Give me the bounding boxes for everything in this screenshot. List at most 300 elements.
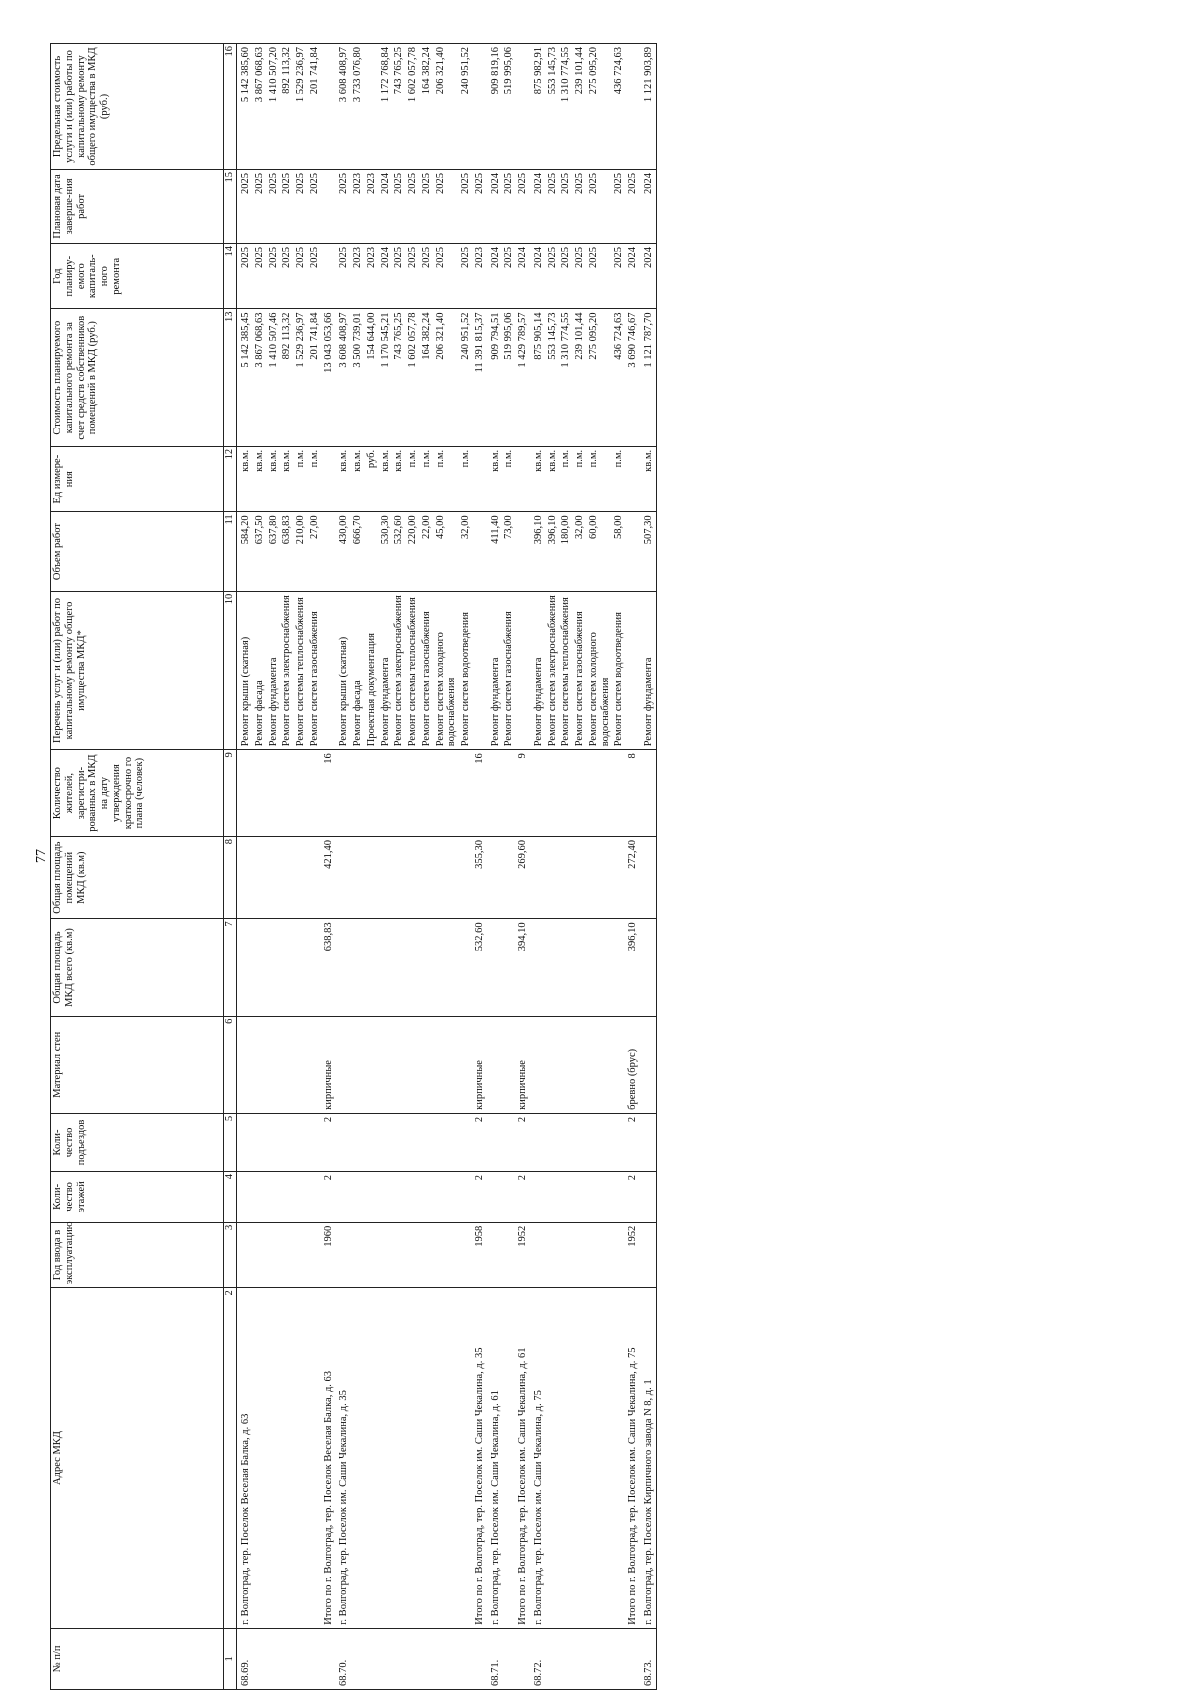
table-cell: Ремонт систем газоснабжения bbox=[420, 591, 434, 750]
table-cell bbox=[406, 836, 420, 918]
table-cell bbox=[267, 1113, 281, 1171]
table-cell bbox=[335, 1016, 351, 1113]
table-cell bbox=[559, 1628, 573, 1689]
column-number: 10 bbox=[224, 591, 237, 750]
table-cell bbox=[406, 750, 420, 837]
table-cell: 2025 bbox=[280, 169, 294, 243]
table-cell: 240 951,52 bbox=[459, 309, 473, 446]
table-cell: 201 741,84 bbox=[308, 309, 322, 446]
table-cell: 73,00 bbox=[502, 512, 516, 591]
table-cell bbox=[516, 591, 530, 750]
table-cell bbox=[294, 836, 308, 918]
column-number: 4 bbox=[224, 1172, 237, 1223]
table-cell: кв.м. bbox=[267, 446, 281, 512]
table-cell: Ремонт системы теплоснабжения bbox=[294, 591, 308, 750]
table-cell: 1952 bbox=[516, 1222, 530, 1288]
table-cell bbox=[626, 446, 640, 512]
table-cell bbox=[546, 1222, 560, 1288]
table-cell bbox=[294, 1222, 308, 1288]
table-cell bbox=[253, 1222, 267, 1288]
table-cell: 3 608 408,97 bbox=[335, 309, 351, 446]
table-cell bbox=[502, 836, 516, 918]
table-row bbox=[237, 44, 253, 1690]
table-row bbox=[365, 44, 379, 1690]
table-cell: п.м. bbox=[420, 446, 434, 512]
table-cell bbox=[640, 750, 656, 837]
table-cell bbox=[237, 919, 253, 1016]
table-cell: 2024 bbox=[487, 243, 503, 309]
table-cell: п.м. bbox=[587, 446, 613, 512]
table-cell: 2025 bbox=[335, 243, 351, 309]
table-cell: Ремонт фундамента bbox=[640, 591, 656, 750]
table-cell bbox=[267, 1172, 281, 1223]
column-number-row bbox=[224, 44, 237, 1690]
table-cell bbox=[546, 1113, 560, 1171]
table-cell: 2 bbox=[516, 1113, 530, 1171]
column-header: Год ввода в эксплуатацию bbox=[51, 1222, 224, 1288]
table-cell bbox=[559, 750, 573, 837]
table-cell bbox=[351, 836, 365, 918]
table-cell bbox=[294, 1172, 308, 1223]
table-cell bbox=[434, 919, 460, 1016]
table-cell bbox=[406, 1288, 420, 1628]
table-cell: 9 bbox=[516, 750, 530, 837]
table-cell bbox=[502, 1222, 516, 1288]
table-cell bbox=[434, 1016, 460, 1113]
table-cell: 269,60 bbox=[516, 836, 530, 918]
table-cell: 239 101,44 bbox=[573, 309, 587, 446]
table-cell: п.м. bbox=[459, 446, 473, 512]
table-cell bbox=[335, 836, 351, 918]
column-number: 2 bbox=[224, 1288, 237, 1628]
table-cell: 553 145,73 bbox=[546, 309, 560, 446]
column-number: 8 bbox=[224, 836, 237, 918]
table-cell: 875 982,91 bbox=[530, 44, 546, 170]
column-number: 7 bbox=[224, 919, 237, 1016]
table-cell: 164 382,24 bbox=[420, 44, 434, 170]
table-cell bbox=[502, 1628, 516, 1689]
table-cell bbox=[487, 1016, 503, 1113]
table-cell bbox=[434, 750, 460, 837]
table-cell bbox=[406, 1628, 420, 1689]
table-cell: Ремонт фундамента bbox=[487, 591, 503, 750]
table-cell bbox=[626, 512, 640, 591]
table-cell bbox=[626, 1628, 640, 1689]
table-cell bbox=[335, 1222, 351, 1288]
table-cell bbox=[267, 1628, 281, 1689]
table-cell bbox=[573, 1113, 587, 1171]
table-cell bbox=[294, 750, 308, 837]
table-cell bbox=[379, 836, 393, 918]
table-cell bbox=[308, 1222, 322, 1288]
table-cell: 1 410 507,46 bbox=[267, 309, 281, 446]
table-cell bbox=[253, 836, 267, 918]
table-cell: 2025 bbox=[473, 169, 487, 243]
table-cell: 666,70 bbox=[351, 512, 365, 591]
table-cell: 2 bbox=[473, 1172, 487, 1223]
table-cell bbox=[587, 836, 613, 918]
table-cell bbox=[294, 1628, 308, 1689]
table-cell bbox=[612, 1172, 626, 1223]
table-cell bbox=[253, 919, 267, 1016]
table-cell: п.м. bbox=[406, 446, 420, 512]
table-cell: 2025 bbox=[559, 169, 573, 243]
table-cell: 8 bbox=[626, 750, 640, 837]
table-row bbox=[626, 44, 640, 1690]
table-cell bbox=[573, 1628, 587, 1689]
table-cell bbox=[487, 750, 503, 837]
table-cell: п.м. bbox=[434, 446, 460, 512]
table-row bbox=[530, 44, 546, 1690]
table-cell: 892 113,32 bbox=[280, 44, 294, 170]
table-cell bbox=[253, 1113, 267, 1171]
table-cell: 553 145,73 bbox=[546, 44, 560, 170]
table-cell bbox=[640, 1016, 656, 1113]
table-cell bbox=[612, 1288, 626, 1628]
table-cell: кв.м. bbox=[530, 446, 546, 512]
table-cell bbox=[392, 919, 406, 1016]
table-cell: 1 172 768,84 bbox=[379, 44, 393, 170]
table-cell: 3 608 408,97 bbox=[335, 44, 351, 170]
table-cell: Ремонт систем электроснабжения bbox=[546, 591, 560, 750]
table-cell: 2024 bbox=[530, 243, 546, 309]
table-cell: 396,10 bbox=[530, 512, 546, 591]
table-cell bbox=[420, 919, 434, 1016]
table-cell bbox=[322, 591, 336, 750]
table-cell: 3 690 746,67 bbox=[626, 309, 640, 446]
table-cell bbox=[379, 1172, 393, 1223]
table-cell bbox=[365, 836, 379, 918]
table-cell bbox=[573, 750, 587, 837]
table-cell bbox=[559, 836, 573, 918]
table-cell bbox=[335, 1172, 351, 1223]
table-cell: г. Волгоград, тер. Поселок Веселая Балка, д. 63 bbox=[237, 1288, 253, 1628]
table-cell: 68.73. bbox=[640, 1628, 656, 1689]
table-cell bbox=[473, 446, 487, 512]
table-cell bbox=[559, 919, 573, 1016]
table-cell: 1 170 545,21 bbox=[379, 309, 393, 446]
table-cell: 11 391 815,37 bbox=[473, 309, 487, 446]
table-cell bbox=[253, 750, 267, 837]
table-cell bbox=[530, 1222, 546, 1288]
table-cell: 2025 bbox=[434, 243, 460, 309]
table-cell bbox=[420, 1222, 434, 1288]
column-header: Общая площадь помещений МКД (кв.м) bbox=[51, 836, 224, 918]
table-cell bbox=[487, 1172, 503, 1223]
table-cell bbox=[546, 1628, 560, 1689]
table-cell: г. Волгоград, тер. Поселок им. Саши Чекалина, д. 61 bbox=[487, 1288, 503, 1628]
table-row bbox=[487, 44, 503, 1690]
table-cell bbox=[473, 1628, 487, 1689]
table-cell: 530,30 bbox=[379, 512, 393, 591]
table-cell bbox=[573, 1288, 587, 1628]
table-cell bbox=[612, 1222, 626, 1288]
table-cell: Ремонт фундамента bbox=[530, 591, 546, 750]
table-cell bbox=[365, 919, 379, 1016]
table-cell: кв.м. bbox=[640, 446, 656, 512]
table-cell bbox=[392, 1628, 406, 1689]
table-cell: 637,80 bbox=[267, 512, 281, 591]
table-row bbox=[434, 44, 460, 1690]
table-cell: 1 121 903,89 bbox=[640, 44, 656, 170]
page-number: 77 bbox=[34, 849, 49, 863]
table-cell bbox=[530, 1113, 546, 1171]
table-cell bbox=[516, 44, 530, 170]
table-cell: 27,00 bbox=[308, 512, 322, 591]
table-cell: 2 bbox=[473, 1113, 487, 1171]
table-cell: 2024 bbox=[626, 243, 640, 309]
table-cell bbox=[237, 1016, 253, 1113]
table-cell bbox=[335, 919, 351, 1016]
table-cell: 2025 bbox=[392, 243, 406, 309]
table-cell bbox=[530, 1172, 546, 1223]
table-cell bbox=[392, 1016, 406, 1113]
table-cell bbox=[612, 1113, 626, 1171]
table-cell: Ремонт фундамента bbox=[379, 591, 393, 750]
table-cell bbox=[237, 1113, 253, 1171]
table-cell bbox=[420, 836, 434, 918]
table-cell bbox=[280, 1172, 294, 1223]
table-cell: кв.м. bbox=[280, 446, 294, 512]
table-cell: 1 310 774,55 bbox=[559, 44, 573, 170]
table-cell bbox=[573, 1172, 587, 1223]
table-cell bbox=[530, 836, 546, 918]
table-cell: Ремонт системы теплоснабжения bbox=[406, 591, 420, 750]
column-number: 3 bbox=[224, 1222, 237, 1288]
table-cell bbox=[420, 1172, 434, 1223]
table-cell: 2025 bbox=[546, 169, 560, 243]
table-cell bbox=[587, 919, 613, 1016]
table-cell: кирпичные bbox=[322, 1016, 336, 1113]
table-cell bbox=[459, 1016, 473, 1113]
table-cell: 32,00 bbox=[573, 512, 587, 591]
table-cell bbox=[379, 1288, 393, 1628]
table-cell bbox=[459, 1288, 473, 1628]
table-cell bbox=[294, 919, 308, 1016]
table-cell: 68.72. bbox=[530, 1628, 546, 1689]
table-cell: 68.70. bbox=[335, 1628, 351, 1689]
table-cell bbox=[322, 512, 336, 591]
table-cell bbox=[392, 1172, 406, 1223]
table-cell: 436 724,63 bbox=[612, 44, 626, 170]
table-cell bbox=[612, 750, 626, 837]
table-cell: 2025 bbox=[573, 169, 587, 243]
table-cell: 3 500 739,01 bbox=[351, 309, 365, 446]
table-cell bbox=[351, 1222, 365, 1288]
table-cell bbox=[365, 1172, 379, 1223]
table-cell: 532,60 bbox=[473, 919, 487, 1016]
table-cell bbox=[473, 44, 487, 170]
table-cell bbox=[322, 446, 336, 512]
table-cell: 411,40 bbox=[487, 512, 503, 591]
table-body bbox=[237, 44, 657, 1690]
column-header: Перечень услуг и (или) работ по капитальному ремонту общего имущества МКД* bbox=[51, 591, 224, 750]
table-cell: 2023 bbox=[351, 169, 365, 243]
table-cell: г. Волгоград, тер. Поселок Кирпичного завода N 8, д. 1 bbox=[640, 1288, 656, 1628]
table-cell: 206 321,40 bbox=[434, 44, 460, 170]
table-cell: п.м. bbox=[294, 446, 308, 512]
table-cell bbox=[237, 1172, 253, 1223]
table-cell: Ремонт крыши (скатная) bbox=[335, 591, 351, 750]
table-cell bbox=[335, 750, 351, 837]
table-cell bbox=[267, 750, 281, 837]
table-row bbox=[351, 44, 365, 1690]
table-cell bbox=[308, 1016, 322, 1113]
table-cell bbox=[640, 1113, 656, 1171]
table-cell: 2025 bbox=[573, 243, 587, 309]
table-cell bbox=[459, 750, 473, 837]
table-cell bbox=[516, 512, 530, 591]
table-cell bbox=[473, 591, 487, 750]
table-cell: 421,40 bbox=[322, 836, 336, 918]
table-cell: 201 741,84 bbox=[308, 44, 322, 170]
table-cell: Итого по г. Волгоград, тер. Поселок им. Саши Чекалина, д. 75 bbox=[626, 1288, 640, 1628]
table-cell: Ремонт систем холодного водоснабжения bbox=[587, 591, 613, 750]
table-cell bbox=[351, 1288, 365, 1628]
table-cell: 1 410 507,20 bbox=[267, 44, 281, 170]
table-cell bbox=[420, 750, 434, 837]
table-cell bbox=[406, 1222, 420, 1288]
table-cell: 1960 bbox=[322, 1222, 336, 1288]
table-cell: 2025 bbox=[612, 243, 626, 309]
table-cell bbox=[546, 919, 560, 1016]
table-cell bbox=[640, 1172, 656, 1223]
table-cell: 2024 bbox=[379, 169, 393, 243]
table-cell: руб. bbox=[365, 446, 379, 512]
table-row bbox=[406, 44, 420, 1690]
table-cell: Итого по г. Волгоград, тер. Поселок Веселая Балка, д. 63 bbox=[322, 1288, 336, 1628]
table-cell: 16 bbox=[322, 750, 336, 837]
table-cell: 2025 bbox=[237, 169, 253, 243]
table-cell bbox=[640, 919, 656, 1016]
table-row bbox=[502, 44, 516, 1690]
header-row bbox=[51, 44, 224, 1690]
table-cell: 2025 bbox=[420, 169, 434, 243]
table-cell: 16 bbox=[473, 750, 487, 837]
table-cell bbox=[587, 1016, 613, 1113]
table-row bbox=[573, 44, 587, 1690]
table-cell: 2 bbox=[322, 1172, 336, 1223]
table-cell: 1 310 774,55 bbox=[559, 309, 573, 446]
table-cell: 2025 bbox=[253, 243, 267, 309]
table-cell: 2025 bbox=[294, 243, 308, 309]
table-cell bbox=[502, 1288, 516, 1628]
table-cell bbox=[516, 446, 530, 512]
table-row bbox=[473, 44, 487, 1690]
column-number: 1 bbox=[224, 1628, 237, 1689]
table-cell: 519 995,06 bbox=[502, 44, 516, 170]
table-cell: 2024 bbox=[516, 243, 530, 309]
table-cell: 2025 bbox=[253, 169, 267, 243]
table-cell bbox=[253, 1016, 267, 1113]
table-cell: 2023 bbox=[351, 243, 365, 309]
table-row bbox=[516, 44, 530, 1690]
table-cell bbox=[459, 1113, 473, 1171]
table-cell: 2025 bbox=[502, 243, 516, 309]
table-cell: 396,10 bbox=[546, 512, 560, 591]
table-cell: 240 951,52 bbox=[459, 44, 473, 170]
table-cell: 2025 bbox=[335, 169, 351, 243]
table-cell bbox=[546, 1016, 560, 1113]
table-cell bbox=[459, 919, 473, 1016]
table-cell bbox=[267, 1288, 281, 1628]
table-cell: Ремонт фундамента bbox=[267, 591, 281, 750]
table-cell bbox=[502, 919, 516, 1016]
table-cell bbox=[434, 836, 460, 918]
table-cell: 2024 bbox=[379, 243, 393, 309]
table-cell: п.м. bbox=[502, 446, 516, 512]
table-cell: 519 995,06 bbox=[502, 309, 516, 446]
table-cell bbox=[406, 1113, 420, 1171]
table-cell: 68.71. bbox=[487, 1628, 503, 1689]
table-cell bbox=[546, 750, 560, 837]
table-cell: 875 905,14 bbox=[530, 309, 546, 446]
table-cell bbox=[308, 1172, 322, 1223]
table-cell bbox=[573, 1222, 587, 1288]
table-cell bbox=[487, 836, 503, 918]
table-cell bbox=[640, 1222, 656, 1288]
table-cell: кв.м. bbox=[392, 446, 406, 512]
table-cell bbox=[267, 836, 281, 918]
table-cell: 2025 bbox=[294, 169, 308, 243]
capital-repair-table bbox=[50, 43, 657, 1690]
table-cell bbox=[587, 1222, 613, 1288]
table-row bbox=[308, 44, 322, 1690]
table-cell: 430,00 bbox=[335, 512, 351, 591]
table-cell: г. Волгоград, тер. Поселок им. Саши Чекалина, д. 75 bbox=[530, 1288, 546, 1628]
table-cell: 22,00 bbox=[420, 512, 434, 591]
table-cell bbox=[379, 919, 393, 1016]
table-cell: 275 095,20 bbox=[587, 44, 613, 170]
table-cell bbox=[626, 44, 640, 170]
table-cell bbox=[420, 1016, 434, 1113]
table-cell: 239 101,44 bbox=[573, 44, 587, 170]
column-number: 16 bbox=[224, 44, 237, 170]
table-cell: 2025 bbox=[626, 169, 640, 243]
table-cell bbox=[294, 1016, 308, 1113]
table-cell: 2024 bbox=[640, 243, 656, 309]
table-cell: 2 bbox=[322, 1113, 336, 1171]
table-cell: 909 819,16 bbox=[487, 44, 503, 170]
table-cell: 637,50 bbox=[253, 512, 267, 591]
table-cell: 2025 bbox=[237, 243, 253, 309]
table-cell bbox=[294, 1113, 308, 1171]
table-cell bbox=[237, 1222, 253, 1288]
column-number: 11 bbox=[224, 512, 237, 591]
table-cell: 5 142 385,45 bbox=[237, 309, 253, 446]
table-cell: 507,30 bbox=[640, 512, 656, 591]
table-cell: Ремонт систем водоотведения bbox=[459, 591, 473, 750]
table-cell: 2025 bbox=[280, 243, 294, 309]
table-cell: Ремонт систем газоснабжения bbox=[308, 591, 322, 750]
table-row bbox=[280, 44, 294, 1690]
table-cell: кв.м. bbox=[237, 446, 253, 512]
table-cell bbox=[587, 1113, 613, 1171]
table-cell: Ремонт фасада bbox=[253, 591, 267, 750]
table-row bbox=[640, 44, 656, 1690]
table-cell bbox=[392, 836, 406, 918]
table-cell: 2025 bbox=[587, 169, 613, 243]
table-cell bbox=[253, 1628, 267, 1689]
table-cell: 1 602 057,78 bbox=[406, 44, 420, 170]
table-cell bbox=[365, 1222, 379, 1288]
table-cell: 3 867 068,63 bbox=[253, 309, 267, 446]
column-header: Год планиру-емого капиталь-ного ремонта bbox=[51, 243, 224, 309]
table-cell bbox=[406, 1016, 420, 1113]
table-cell: 2025 bbox=[612, 169, 626, 243]
table-cell bbox=[308, 1288, 322, 1628]
table-cell bbox=[351, 1172, 365, 1223]
